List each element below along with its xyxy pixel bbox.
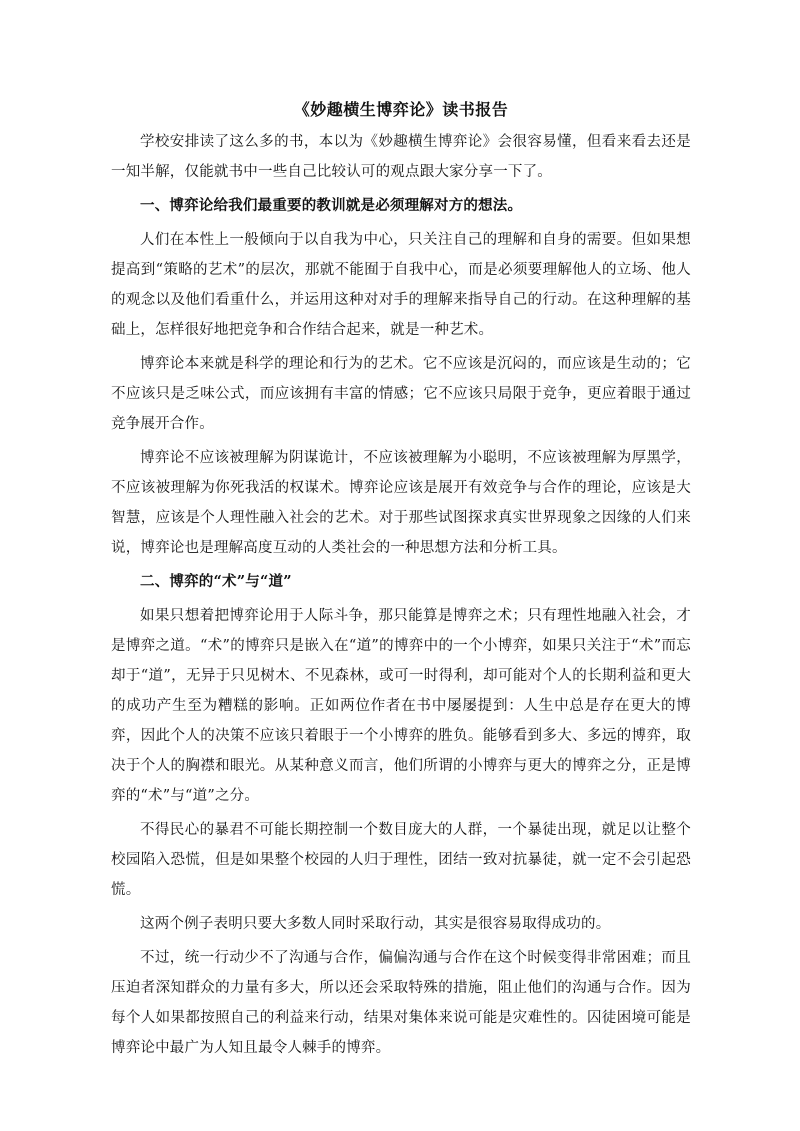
paragraph-2-2: 不得民心的暴君不可能长期控制一个数目庞大的人群，一个暴徒出现，就足以让整个校园陷入恐慌，但是如果整个校园的人归于理性，团结一致对抗暴徒，就一定不会引起恐慌。	[111, 822, 691, 898]
paragraph-1-1: 人们在本性上一般倾向于以自我为中心，只关注自己的理解和自身的需要。但如果想提高到“策略的艺术”的层次，那就不能囿于自我中心，而是必须要理解他人的立场、他人的观念以及他们看重什么，并运用这种对对手的理解来指导自己的行动。在这种理解的基础上，怎样很好地把竞争和合作结合起来，就是一种艺术。	[111, 232, 691, 338]
paragraph-intro: 学校安排读了这么多的书，本以为《妙趣横生博弈论》会很容易懂，但看来看去还是一知半解，仅能就书中一些自己比较认可的观点跟大家分享一下了。	[111, 134, 691, 180]
paragraph-1-2: 博弈论本来就是科学的理论和行为的艺术。它不应该是沉闷的，而应该是生动的；它不应该只是乏味公式，而应该拥有丰富的情感；它不应该只局限于竞争，更应着眼于通过竞争展开合作。	[111, 356, 691, 432]
document-page	[111, 97, 691, 1067]
section-heading-1: 一、博弈论给我们最重要的教训就是必须理解对方的想法。	[140, 197, 523, 214]
paragraph-2-4: 不过，统一行动少不了沟通与合作，偏偏沟通与合作在这个时候变得非常困难；而且压迫者深知群众的力量有多大，所以还会采取特殊的措施，阻止他们的沟通与合作。因为每个人如果都按照自己的利益来行动，结果对集体来说可能是灾难性的。囚徒困境可能是博弈论中最广为人知且最令人棘手的博弈。	[111, 950, 691, 1056]
paragraph-1-3: 博弈论不应该被理解为阴谋诡计，不应该被理解为小聪明，不应该被理解为厚黑学，不应该被理解为你死我活的权谋术。博弈论应该是展开有效竞争与合作的理论，应该是大智慧，应该是个人理性融入社会的艺术。对于那些试图探求真实世界现象之因缘的人们来说，博弈论也是理解高度互动的人类社会的一种思想方法和分析工具。	[111, 450, 691, 556]
section-heading-2: 二、博弈的“术”与“道”	[140, 573, 292, 590]
paragraph-2-1: 如果只想着把博弈论用于人际斗争，那只能算是博弈之术；只有理性地融入社会，才是博弈之道。“术”的博弈只是嵌入在“道”的博弈中的一个小博弈，如果只关注于“术”而忘却于“道”，无异于只见树木、不见森林，或可一时得利，却可能对个人的长期利益和更大的成功产生至为糟糕的影响。正如两位作者在书中屡屡提到：人生中总是存在更大的博弈，因此个人的决策不应该只着眼于一个小博弈的胜负。能够看到多大、多远的博弈，取决于个人的胸襟和眼光。从某种意义而言，他们所谓的小博弈与更大的博弈之分，正是博弈的“术”与“道”之分。	[111, 608, 691, 804]
paragraph-2-3: 这两个例子表明只要大多数人同时采取行动，其实是很容易取得成功的。	[140, 916, 611, 932]
document-title: 《妙趣横生博弈论》读书报告	[293, 100, 509, 119]
